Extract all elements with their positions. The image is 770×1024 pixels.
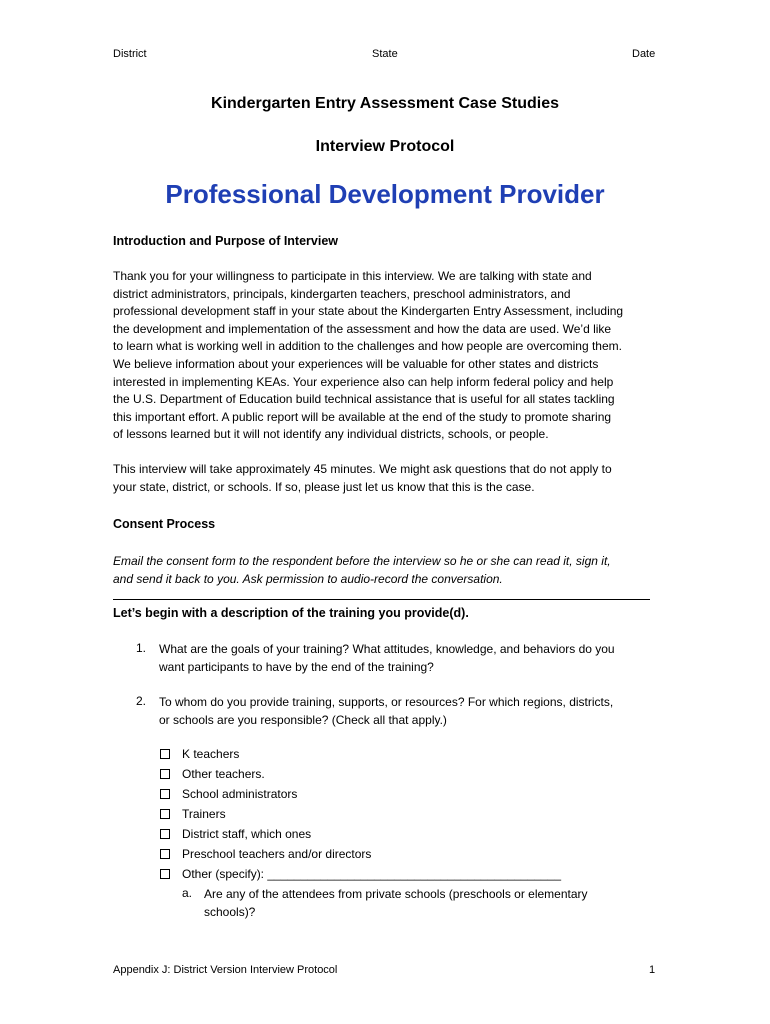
option-label: Trainers — [182, 806, 226, 821]
option-label: K teachers — [182, 746, 240, 761]
text-line: Thank you for your willingness to participate in this interview. We are talking with state and — [113, 269, 592, 283]
text-line: What are the goals of your training? What attitudes, knowledge, and behaviors do you — [159, 642, 615, 656]
respondent-title: Professional Development Provider — [165, 179, 605, 209]
checkbox[interactable] — [160, 829, 170, 839]
text-line: schools)? — [204, 904, 256, 919]
option-school-administrators[interactable] — [160, 785, 297, 802]
district-label: District — [113, 48, 147, 60]
text-line: district administrators, principals, kindergarten teachers, preschool administrators, and — [113, 286, 571, 301]
question-2-number: 2. — [136, 694, 147, 708]
text-line: Are any of the attendees from private schools (preschools or elementary — [204, 887, 588, 901]
option-other-teachers[interactable] — [160, 765, 265, 782]
checkbox[interactable] — [160, 869, 170, 879]
checkbox[interactable] — [160, 769, 170, 779]
option-preschool-teachers[interactable] — [160, 845, 371, 862]
checkbox[interactable] — [160, 809, 170, 819]
sub-question-a — [204, 886, 588, 921]
question-1-number: 1. — [136, 641, 147, 655]
text-line: This interview will take approximately 45 minutes. We might ask questions that do not apply to — [113, 462, 612, 476]
option-label: District staff, which ones — [182, 826, 312, 841]
option-trainers[interactable] — [160, 805, 226, 822]
text-line: your state, district, or schools. If so, please just let us know that this is the case. — [113, 479, 535, 494]
question-2 — [159, 694, 613, 729]
intro-heading: Introduction and Purpose of Interview — [113, 234, 339, 248]
text-line: want participants to have by the end of the training? — [159, 659, 434, 674]
consent-instructions — [113, 553, 665, 588]
text-line: We believe information about your experiences will be valuable for other states and districts — [113, 356, 599, 371]
protocol-title: Interview Protocol — [315, 138, 455, 155]
text-line: Email the consent form to the respondent before the interview so he or she can read it, sign it, — [113, 554, 611, 568]
divider-line — [113, 599, 650, 600]
text-line: or schools are you responsible? (Check all that apply.) — [159, 712, 447, 727]
study-title: Kindergarten Entry Assessment Case Studies — [211, 95, 559, 112]
text-line: the U.S. Department of Education build technical assistance that is useful for all states tackling — [113, 392, 615, 407]
date-label: Date — [632, 48, 656, 60]
option-label: Other (specify): ____________________________________________ — [182, 866, 562, 881]
text-line: To whom do you provide training, supports, or resources? For which regions, districts, — [159, 695, 614, 709]
sub-question-a-letter: a. — [182, 886, 193, 900]
option-label: Other teachers. — [182, 766, 265, 781]
option-k-teachers[interactable] — [160, 745, 239, 762]
text-line: and send it back to you. Ask permission to audio-record the conversation. — [113, 571, 503, 586]
option-district-staff[interactable] — [160, 825, 311, 842]
intro-paragraph-1 — [113, 268, 665, 444]
text-line: this important effort. A public report will be available at the end of the study to promote sharing — [113, 409, 612, 424]
text-line: professional development staff in your state about the Kindergarten Entry Assessment, including — [113, 304, 624, 319]
training-intro: Let’s begin with a description of the training you provide(d). — [113, 606, 469, 620]
text-line: the development and implementation of the assessment and how the data are used. We’d like — [113, 321, 612, 336]
question-1 — [159, 641, 615, 676]
footer-appendix: Appendix J: District Version Interview Protocol — [113, 964, 338, 976]
text-line: of lessons learned but it will not identify any individual districts, schools, or people. — [113, 427, 549, 442]
intro-paragraph-2 — [113, 461, 665, 496]
checkbox[interactable] — [160, 749, 170, 759]
option-other-specify[interactable] — [160, 865, 561, 882]
page-number: 1 — [649, 964, 656, 976]
text-line: to learn what is working well in addition to the challenges and how people are overcoming them. — [113, 339, 622, 354]
consent-heading: Consent Process — [113, 517, 216, 531]
state-label: State — [372, 48, 398, 60]
checkbox[interactable] — [160, 849, 170, 859]
option-label: Preschool teachers and/or directors — [182, 846, 372, 861]
checkbox[interactable] — [160, 789, 170, 799]
option-label: School administrators — [182, 786, 298, 801]
text-line: interested in implementing KEAs. Your experience also can help inform federal policy and help — [113, 374, 614, 389]
